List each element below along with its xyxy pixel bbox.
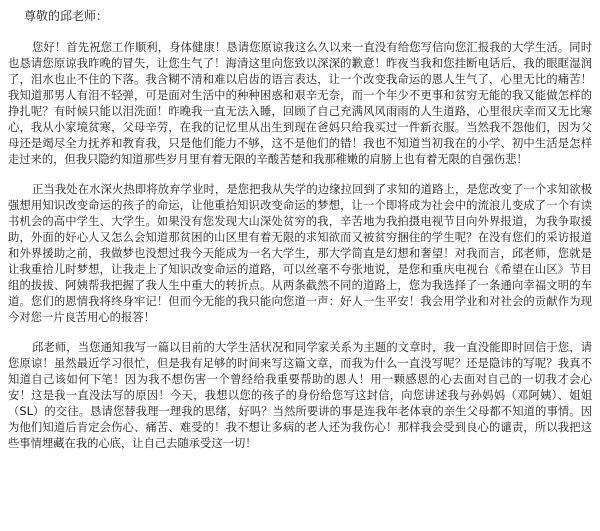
paragraph-3: 邱老师，当您通知我写一篇以目前的大学生活状况和同学家关系为主题的文章时，我一直没能即时回信于您，请您原谅！虽然最近学习很忙，但是我有足够的时间来写这篇文章，而我为什么一直没写呢？还是隐讳的写呢？我真不知道自己该如何下笔！因为我不想伤害一个曾经给我重要帮助的恩人！用一颗感恩的心去面对自己的一切我才会心安！这是我一直没法写的原因！今天，我想以您的孩子的身份给您写这封信，向您讲述我与孙妈妈（邓阿姨）、姐姐（SL）的交往。恳请您替我理一理我的思绪，好吗？当然所要讲的事是连我年老体衰的亲生父母都不知道的事情。因为他们知道后肯定会伤心、痛苦、难受的！我不想让多病的老人还为我伤心！那样我会受到良心的谴责，所以我把这些事情埋藏在我的心底，让自己去随承受这一切！ [8,341,592,450]
paragraph-2: 正当我处在水深火热即将放弃学业时，是您把我从失学的边缘拉回到了求知的道路上，是您改变了一个求知欲极强想用知识改变命运的孩子的命运，让他重拾知识改变命运的梦想，让一个即将成为社会中的流浪儿变成了一个有读书机会的高中学生、大学生。如果没有您发现大山深处贫穷的我，辛苦地为我拍摄电视节目向外界报道，为我争取援助，外面的好心人又怎么会知道那贫困的山区里有着无限的求知欲而又被贫穷捆住的学生呢？在没有您们的采访报道和外界援助之前，我做梦也没想过我今天能成为一名大学生，那大学简直是幻想和奢望！对我而言，邱老师，您就是让我重拾儿时梦想，让我走上了知识改变命运的道路，可以丝毫不夸张地说，是您和重庆电视台《希望在山区》节目组的拔拔、阿姨帮我把握了我人生中重大的转折点。从两条截然不同的道路上，您为我选择了一条通向幸福文明的车道。您们的恩情我将终身牢记！但而今无能的我只能向您道一声：好人一生平安！我会用学业和对社会的贡献作为现今对您一片良苦用心的报答！ [8,183,592,324]
salutation: 尊敬的邱老师： [24,9,109,23]
paragraph-1: 您好！首先祝您工作顺利，身体健康！恳请您原谅我这么久以来一直没有给您写信向您汇报我的大学生活。同时也恳请您原谅我昨晚的冒失，让您生气了！海清这里向您致以深深的歉意！昨夜当我和您挂断电话后，我的眼眶湿润了，泪水也止不住的下落。我含糊不清和难以启齿的语言表达，让一个改变我命运的恩人生气了，心里无比的痛苦！我知道那男人有泪不轻弹，可是面对生活中的种种困惑和艰辛无奈，而一个年少不更事和贫穷无能的我又能做怎样的挣扎呢？有时候只能以泪洗面！昨晚我一直无法入睡，回顾了自己充满风风雨雨的人生道路，心里很庆幸而又无比寒心，我从小家境贫寒，父母辛劳，在我的记忆里从出生到现在爸妈只给我买过一件新衣服。当然我不怨他们，因为父母还是竭尽全力抚养和教育我，只是他们能力不够，这不是他们的错！我也不知道当初我在的小学、初中生活是怎样走过来的，但我只隐约知道那些岁月里有着无限的辛酸苦楚和我那稚嫩的肩膀上也有着无限的自强伤悲！ [8,41,592,166]
